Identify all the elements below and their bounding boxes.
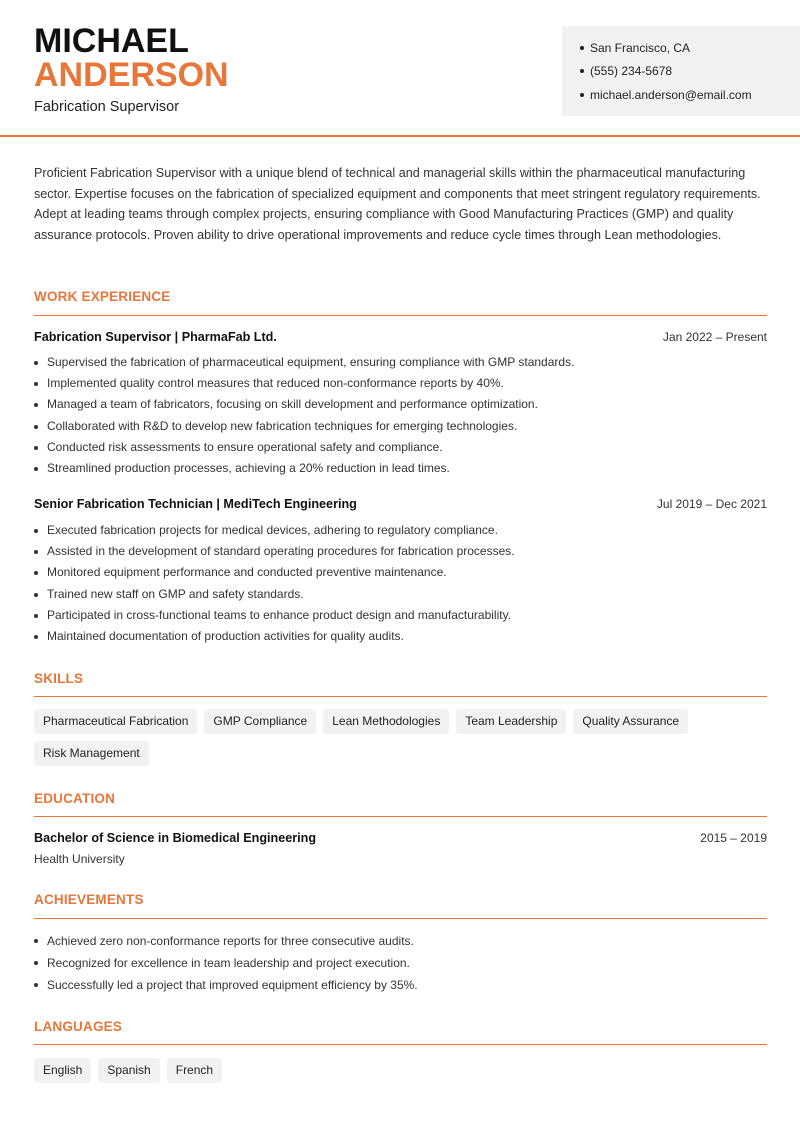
job-title: Senior Fabrication Technician | MediTech Engineering — [34, 497, 357, 511]
list-item: Maintained documentation of production activities for quality audits. — [34, 626, 767, 647]
language-tag: Spanish — [98, 1058, 159, 1083]
skill-tag: Quality Assurance — [573, 709, 688, 734]
bullet-icon — [580, 93, 584, 97]
list-item: Supervised the fabrication of pharmaceutical equipment, ensuring compliance with GMP standards. — [34, 352, 767, 373]
skill-tag: Risk Management — [34, 741, 149, 766]
list-item: Participated in cross-functional teams to enhance product design and manufacturability. — [34, 605, 767, 626]
skill-tag: GMP Compliance — [204, 709, 316, 734]
list-item: Trained new staff on GMP and safety standards. — [34, 584, 767, 605]
first-name: MICHAEL — [34, 22, 189, 60]
language-tag: English — [34, 1058, 91, 1083]
contact-phone — [580, 60, 800, 84]
languages-list — [34, 1058, 767, 1083]
achievements-list — [34, 930, 767, 996]
job-date: Jul 2019 – Dec 2021 — [656, 497, 767, 511]
job-bullets — [34, 520, 767, 647]
job-date: Jan 2022 – Present — [662, 330, 767, 344]
profile-summary: Proficient Fabrication Supervisor with a unique blend of technical and managerial skills within the pharmaceutical manufacturing sector. Expertise focuses on the fabrication of specialized equipment and components that meet stringent regulatory requirements. Adept at leading teams through complex projects, ensuring compliance with Good Manufacturing Practices (GMP) and quality assurance protocols. Proven ability to drive operational improvements and reduce cycle times through Lean methodologies. — [34, 166, 761, 242]
section-divider — [34, 918, 767, 919]
last-name: ANDERSON — [34, 56, 229, 94]
list-item: Conducted risk assessments to ensure operational safety and compliance. — [34, 437, 767, 458]
section-title-languages: LANGUAGES — [34, 1019, 123, 1034]
resume-header — [0, 0, 800, 137]
contact-email — [580, 83, 800, 107]
list-item: Implemented quality control measures that reduced non-conformance reports by 40%. — [34, 373, 767, 394]
skill-tag: Pharmaceutical Fabrication — [34, 709, 197, 734]
section-divider — [34, 315, 767, 316]
section-divider — [34, 696, 767, 697]
list-item: Monitored equipment performance and conducted preventive maintenance. — [34, 562, 767, 583]
bullet-icon — [580, 69, 584, 73]
list-item: Collaborated with R&D to develop new fabrication techniques for emerging technologies. — [34, 416, 767, 437]
skills-list — [34, 709, 767, 766]
list-item: Assisted in the development of standard operating procedures for fabrication processes. — [34, 541, 767, 562]
list-item: Recognized for excellence in team leadership and project execution. — [34, 952, 767, 974]
list-item: Streamlined production processes, achieving a 20% reduction in lead times. — [34, 458, 767, 479]
contact-location — [580, 36, 800, 60]
bullet-icon — [580, 46, 584, 50]
contact-location-text: San Francisco, CA — [590, 40, 691, 55]
contact-box — [562, 26, 800, 116]
list-item: Managed a team of fabricators, focusing on skill development and performance optimization. — [34, 394, 767, 415]
section-title-achievements: ACHIEVEMENTS — [34, 892, 144, 907]
skill-tag: Team Leadership — [456, 709, 566, 734]
list-item: Achieved zero non-conformance reports for three consecutive audits. — [34, 930, 767, 952]
job-role: Fabrication Supervisor — [34, 99, 180, 115]
list-item: Successfully led a project that improved equipment efficiency by 35%. — [34, 974, 767, 996]
education-date: 2015 – 2019 — [700, 831, 767, 845]
education-degree: Bachelor of Science in Biomedical Engineering — [34, 831, 317, 845]
job-bullets — [34, 352, 767, 479]
contact-phone-text: (555) 234-5678 — [590, 64, 673, 79]
skill-tag: Lean Methodologies — [323, 709, 449, 734]
list-item: Executed fabrication projects for medical devices, adhering to regulatory compliance. — [34, 520, 767, 541]
job-title: Fabrication Supervisor | PharmaFab Ltd. — [34, 330, 277, 344]
section-title-work: WORK EXPERIENCE — [34, 289, 171, 304]
section-title-education: EDUCATION — [34, 791, 116, 806]
section-divider — [34, 816, 767, 817]
education-school: Health University — [34, 852, 125, 866]
section-title-skills: SKILLS — [34, 671, 84, 686]
language-tag: French — [167, 1058, 222, 1083]
section-divider — [34, 1044, 767, 1045]
contact-email-text: michael.anderson@email.com — [590, 87, 752, 102]
